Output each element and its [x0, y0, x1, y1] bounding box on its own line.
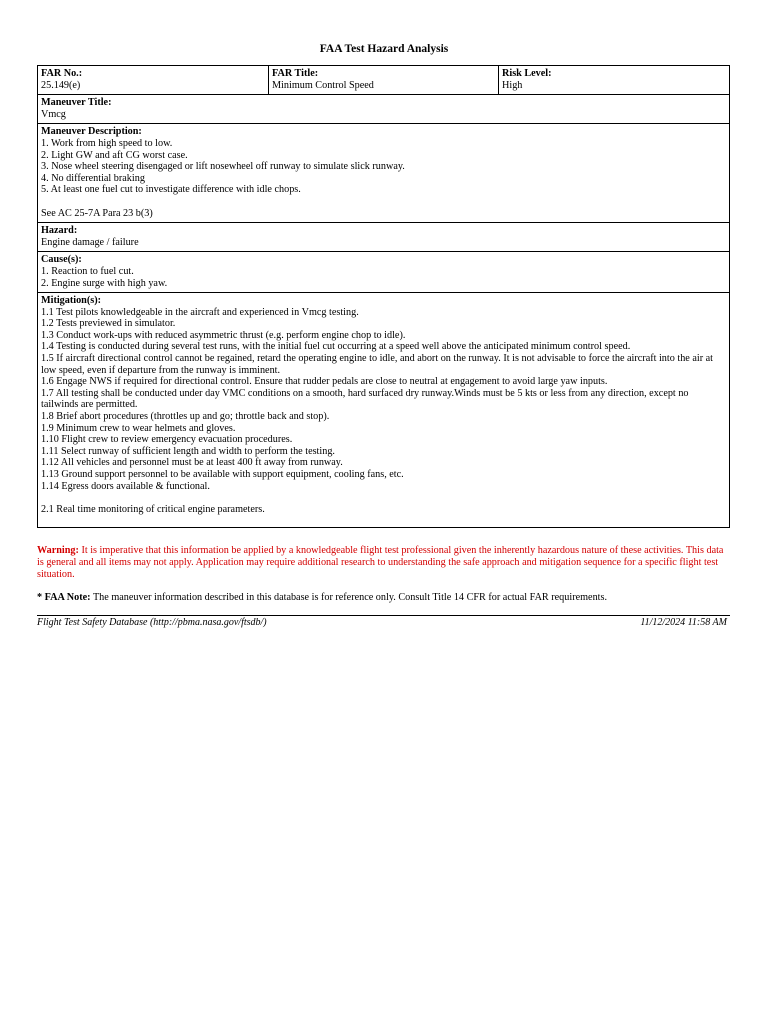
description-line: 3. Nose wheel steering disengaged or lift nosewheel off runway to simulate slick runway.: [41, 161, 405, 173]
mitigation-line: 2.1 Real time monitoring of critical engine parameters.: [41, 503, 265, 515]
description-line: 5. At least one fuel cut to investigate difference with idle chops.: [41, 184, 301, 196]
mitigation-line: 1.13 Ground support personnel to be available with support equipment, cooling fans, etc.: [41, 469, 404, 480]
description-line: 2. Light GW and aft CG worst case.: [41, 149, 188, 161]
footer-divider: [37, 615, 730, 616]
description-line: [41, 196, 726, 208]
risk-level-cell: [499, 66, 729, 94]
hazard-row: [38, 222, 729, 251]
mitigation-line: 1.7 All testing shall be conducted under day VMC conditions on a smooth, hard surfaced dry runway.Winds must be 5 kts or less from any direction, except no tailwinds are permitted.: [41, 387, 692, 411]
page-title: FAA Test Hazard Analysis: [319, 43, 449, 55]
mitigations-row: [38, 292, 729, 527]
causes-label: Cause(s):: [41, 254, 82, 266]
mitigation-line: 1.10 Flight crew to review emergency evacuation procedures.: [41, 434, 293, 446]
risk-level-value: High: [502, 79, 523, 91]
faa-note-label: * FAA Note:: [37, 592, 91, 603]
far-title-label: FAR Title:: [272, 68, 319, 79]
faa-note: [37, 592, 730, 604]
mitigation-line: 1.11 Select runway of sufficient length and width to perform the testing.: [41, 445, 335, 457]
far-no-value: 25.149(e): [41, 79, 81, 91]
mitigation-line: 1.3 Conduct work-ups with reduced asymmetric thrust (e.g. perform engine chop to idle).: [41, 329, 406, 341]
warning-text: It is imperative that this information be applied by a knowledgeable flight test professional given the inherently hazardous nature of these activities. This data is general and all items may not apply. Application may require additional research to understanding the safe approach and mitigation sequence for a specific flight test situation.: [37, 545, 724, 580]
far-no-label: FAR No.:: [41, 68, 83, 79]
maneuver-title-label: Maneuver Title:: [41, 97, 112, 109]
description-line: See AC 25-7A Para 23 b(3): [41, 207, 153, 219]
maneuver-title-value: Vmcg: [41, 108, 66, 120]
hazard-label: Hazard:: [41, 225, 78, 237]
mitigation-line: 1.8 Brief abort procedures (throttles up and go; throttle back and stop).: [41, 411, 330, 423]
far-title-value: Minimum Control Speed: [272, 79, 374, 91]
far-no-cell: [38, 66, 269, 94]
far-info-row: [38, 66, 729, 94]
warning-notice: [37, 545, 730, 581]
causes-row: [38, 251, 729, 292]
far-title-cell: [269, 66, 499, 94]
faa-note-text: The maneuver information described in this database is for reference only. Consult Title 14 CFR for actual FAR requirements.: [92, 592, 608, 603]
maneuver-description-label: Maneuver Description:: [41, 126, 142, 138]
risk-level-label: Risk Level:: [502, 68, 552, 79]
footer-timestamp: 11/12/2024 11:58 AM: [640, 617, 727, 628]
cause-line: 1. Reaction to fuel cut.: [41, 265, 134, 277]
hazard-value: Engine damage / failure: [41, 236, 139, 248]
cause-line: 2. Engine surge with high yaw.: [41, 277, 168, 289]
description-line: 1. Work from high speed to low.: [41, 137, 173, 149]
mitigation-line: 1.2 Tests previewed in simulator.: [41, 318, 176, 330]
mitigation-line: 1.1 Test pilots knowledgeable in the aircraft and experienced in Vmcg testing.: [41, 306, 359, 318]
description-line: 4. No differential braking: [41, 172, 145, 184]
maneuver-description-row: [38, 123, 729, 222]
mitigation-line: [41, 492, 726, 504]
hazard-analysis-table: [37, 65, 730, 528]
warning-label: Warning:: [37, 545, 79, 556]
mitigation-line: 1.4 Testing is conducted during several test runs, with the initial fuel cut occurring at a speed well above the anticipated minimum control speed.: [41, 341, 631, 353]
mitigation-line: 1.9 Minimum crew to wear helmets and gloves.: [41, 422, 236, 434]
mitigation-line: 1.6 Engage NWS if required for directional control. Ensure that rudder pedals are close to neutral at engagement to avoid large yaw inputs.: [41, 376, 608, 388]
maneuver-title-row: [38, 94, 729, 123]
footer: [37, 617, 727, 629]
mitigations-label: Mitigation(s):: [41, 295, 101, 307]
mitigation-line: 1.5 If aircraft directional control cannot be regained, retard the operating engine to idle, and abort on the runway. It is not advisable to force the aircraft into the air at low speed, even if departure from the runway is imminent.: [41, 353, 716, 376]
mitigation-line: 1.14 Egress doors available & functional.: [41, 480, 210, 492]
footer-source: Flight Test Safety Database (http://pbma.nasa.gov/ftsdb/): [37, 617, 267, 628]
mitigation-line: 1.12 All vehicles and personnel must be at least 400 ft away from runway.: [41, 457, 343, 469]
